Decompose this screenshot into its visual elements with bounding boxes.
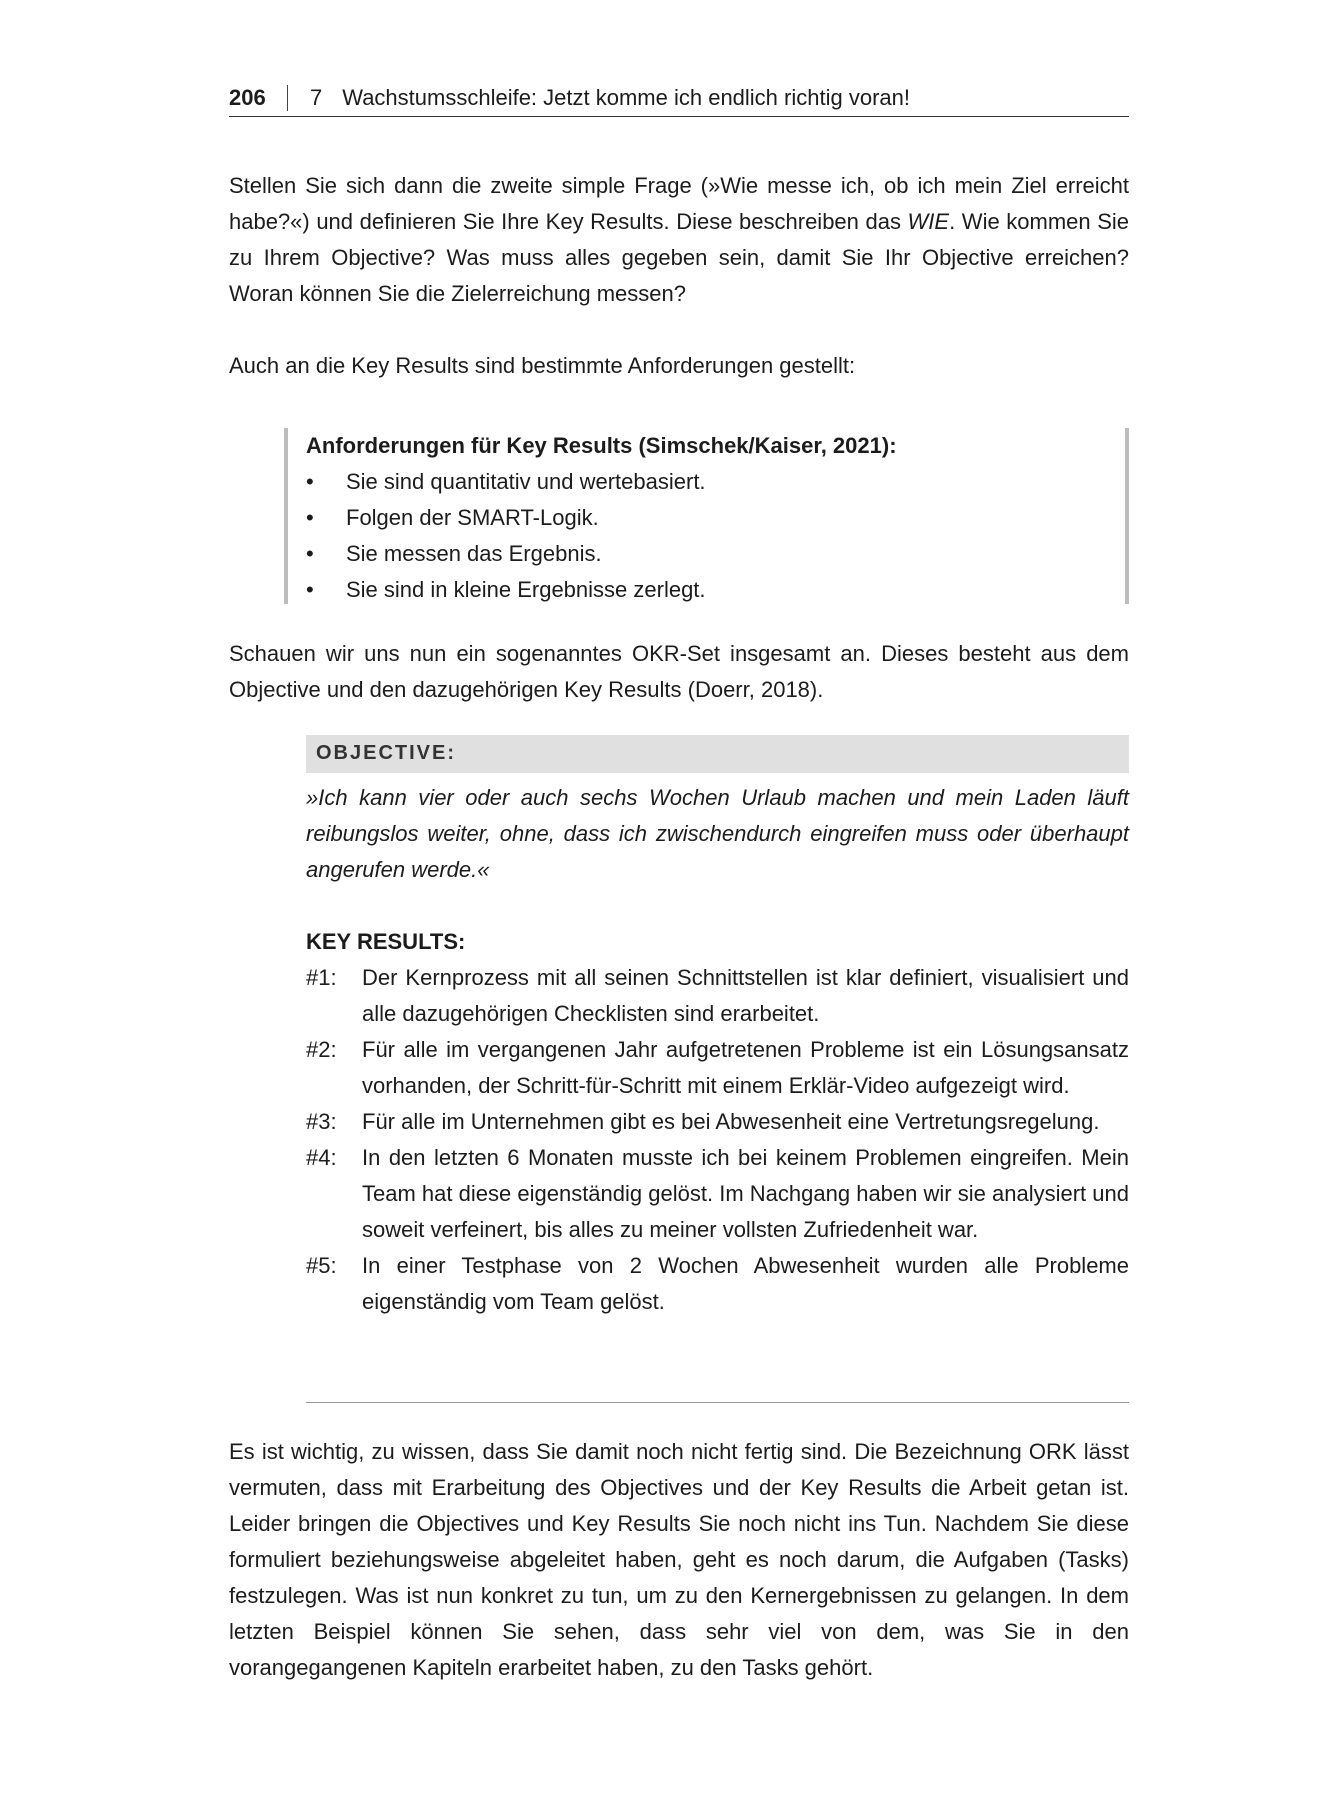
paragraph-requirements-intro: Auch an die Key Results sind bestimmte Anforderungen gestellt: [229, 353, 856, 378]
requirements-title: Anforderungen für Key Results (Simschek/Kaiser, 2021): [306, 433, 897, 458]
key-results-rule [306, 1402, 1129, 1403]
key-result-number: #4: [306, 1145, 337, 1170]
list-item [306, 536, 706, 572]
key-result-text: Für alle im vergangenen Jahr aufgetretenen Probleme ist ein Lösungsansatz vorhanden, der Schritt-für-Schritt mit einem Erklär-Video aufgezeigt wird. [362, 1037, 1129, 1098]
bullet-icon: • [306, 541, 314, 566]
requirements-box [284, 428, 1129, 604]
paragraph-text: Stellen Sie sich dann die zweite simple Frage (»Wie messe ich, ob ich mein Ziel erreicht habe?«) und definieren Sie Ihre Key Results. Diese beschreiben das [229, 173, 1129, 234]
chapter-number: 7 [310, 85, 323, 110]
key-result-item [306, 1248, 1129, 1320]
header-rule [229, 116, 1129, 117]
requirements-list [306, 464, 706, 608]
paragraph-tasks: Es ist wichtig, zu wissen, dass Sie damit noch nicht fertig sind. Die Bezeichnung ORK lässt vermuten, dass mit Erarbeitung des Objectives und der Key Results die Arbeit getan ist. Leider bringen die Objectives und Key Results Sie noch nicht ins Tun. Nachdem Sie diese formuliert beziehungsweise abgeleitet haben, geht es noch darum, die Aufgaben (Tasks) festzulegen. Was ist nun konkret zu tun, um zu den Kernergebnissen zu gelangen. In dem letzten Beispiel können Sie sehen, dass sehr viel von dem, was Sie in den vorangegangenen Kapiteln erarbeitet haben, zu den Tasks gehört. [229, 1439, 1129, 1680]
box-border-left [284, 428, 288, 604]
key-result-text: In einer Testphase von 2 Wochen Abwesenheit wurden alle Probleme eigenständig vom Team gelöst. [362, 1253, 1129, 1314]
list-item [306, 572, 706, 608]
key-result-number: #5: [306, 1253, 337, 1278]
key-results-list [306, 960, 1129, 1320]
chapter-title: Wachstumsschleife: Jetzt komme ich endlich richtig voran! [342, 85, 910, 110]
key-results-title: KEY RESULTS: [306, 929, 466, 954]
key-result-item [306, 1104, 1129, 1140]
key-result-item [306, 960, 1129, 1032]
list-item-text: Sie sind in kleine Ergebnisse zerlegt. [346, 577, 706, 602]
list-item-text: Folgen der SMART-Logik. [346, 505, 599, 530]
header-separator [287, 85, 288, 111]
list-item-text: Sie sind quantitativ und wertebasiert. [346, 469, 706, 494]
key-result-item [306, 1140, 1129, 1248]
key-result-number: #1: [306, 965, 337, 990]
paragraph-text: . Wie kommen Sie zu Ihrem Objective? Was muss alles gegeben sein, damit Sie Ihr Objective erreichen? Woran können Sie die Zielerreichung messen? [229, 209, 1130, 306]
key-result-number: #3: [306, 1109, 337, 1134]
objective-quote: »Ich kann vier oder auch sechs Wochen Urlaub machen und mein Laden läuft reibungslos weiter, ohne, dass ich zwischendurch eingreifen muss oder überhaupt angerufen werde.« [306, 785, 1129, 882]
list-item [306, 464, 706, 500]
list-item-text: Sie messen das Ergebnis. [346, 541, 602, 566]
running-header [229, 78, 1129, 118]
list-item [306, 500, 706, 536]
emphasis-wie: WIE [907, 209, 950, 234]
box-border-right [1125, 428, 1129, 604]
bullet-icon: • [306, 505, 314, 530]
key-result-item [306, 1032, 1129, 1104]
key-result-text: Der Kernprozess mit all seinen Schnittstellen ist klar definiert, visualisiert und alle dazugehörigen Checklisten sind erarbeitet. [362, 965, 1129, 1026]
page-number: 206 [229, 85, 266, 110]
key-result-text: In den letzten 6 Monaten musste ich bei keinem Problemen eingreifen. Mein Team hat diese eigenständig gelöst. Im Nachgang haben wir sie analysiert und soweit verfeinert, bis alles zu meiner vollsten Zufriedenheit war. [362, 1145, 1129, 1242]
bullet-icon: • [306, 577, 314, 602]
key-result-number: #2: [306, 1037, 337, 1062]
key-result-text: Für alle im Unternehmen gibt es bei Abwesenheit eine Vertretungsregelung. [362, 1109, 1100, 1134]
bullet-icon: • [306, 469, 314, 494]
objective-header [306, 735, 1129, 773]
objective-label: OBJECTIVE: [316, 742, 457, 764]
paragraph-key-results-intro [229, 168, 1129, 312]
paragraph-okr-set-intro: Schauen wir uns nun ein sogenanntes OKR-Set insgesamt an. Dieses besteht aus dem Objective und den dazugehörigen Key Results (Doerr, 2018). [229, 641, 1129, 702]
